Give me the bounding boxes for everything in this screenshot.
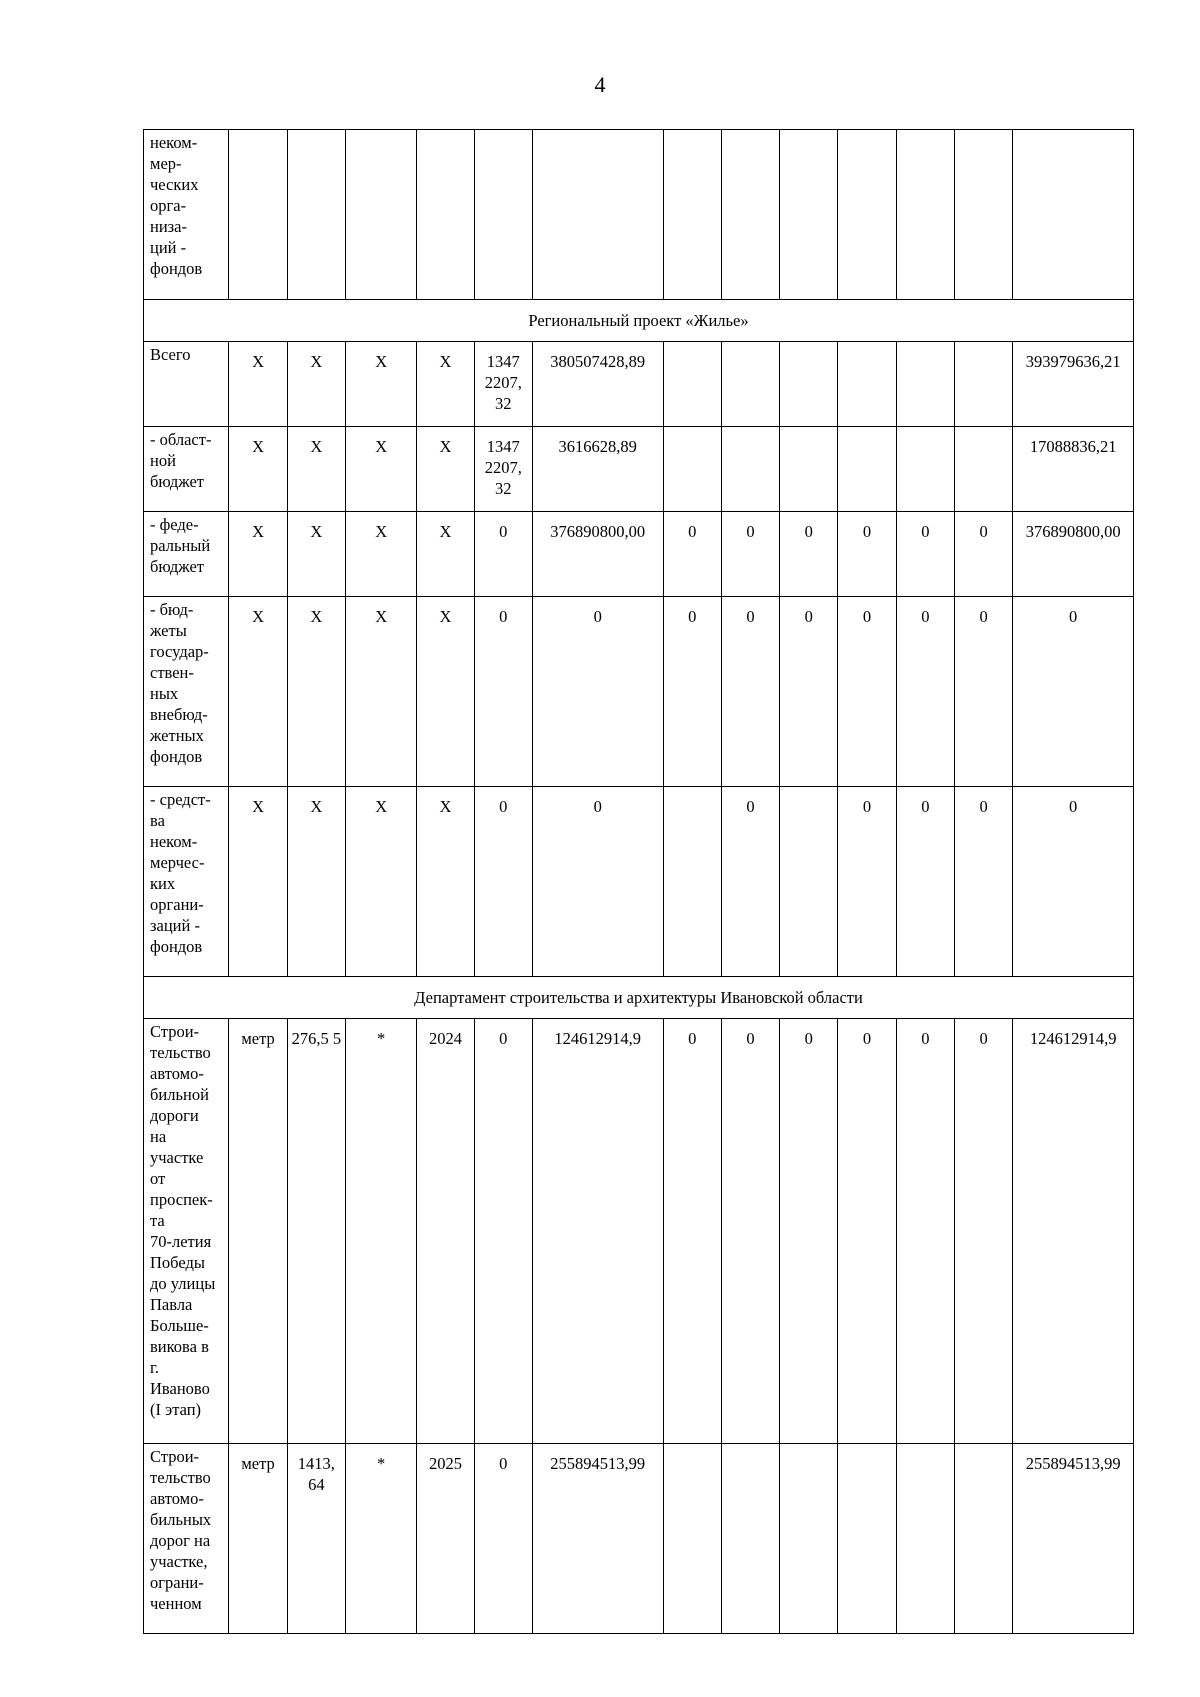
- table-row: [144, 597, 1134, 787]
- table-cell: [954, 1444, 1012, 1634]
- table-row: [144, 512, 1134, 597]
- table-row: [144, 427, 1134, 512]
- table-row: [144, 1444, 1134, 1634]
- table-cell: [721, 342, 779, 427]
- row-name-line: ций -: [150, 238, 187, 257]
- row-name-line: ных: [150, 684, 179, 703]
- table-cell: 0: [838, 1019, 896, 1444]
- row-name-line: государ-: [150, 642, 209, 661]
- row-name-line: - феде-: [150, 515, 199, 534]
- table-cell: 0: [954, 597, 1012, 787]
- section-row: [144, 977, 1134, 1019]
- table-cell: Х: [345, 342, 416, 427]
- table-cell: Х: [287, 342, 345, 427]
- row-name-line: ческих: [150, 175, 199, 194]
- row-name-line: бюджет: [150, 557, 204, 576]
- row-name-line: фондов: [150, 937, 203, 956]
- table-cell: [345, 130, 416, 300]
- table-cell: [780, 342, 838, 427]
- table-cell: *: [345, 1019, 416, 1444]
- table-cell: 276,5 5: [287, 1019, 345, 1444]
- table-cell: 0: [954, 1019, 1012, 1444]
- row-name-line: на: [150, 1127, 167, 1146]
- table-row: [144, 1019, 1134, 1444]
- table-row: [144, 787, 1134, 977]
- table-cell: [663, 130, 721, 300]
- row-name-line: ва: [150, 811, 165, 830]
- row-name-line: участке: [150, 1148, 204, 1167]
- table-cell: 0: [780, 597, 838, 787]
- row-name-cell: [144, 130, 229, 300]
- table-cell: [896, 130, 954, 300]
- row-name-line: тельство: [150, 1043, 211, 1062]
- table-cell: [1013, 130, 1134, 300]
- table-cell: [780, 427, 838, 512]
- row-name-line: Строи-: [150, 1022, 200, 1041]
- table-cell: Х: [417, 597, 474, 787]
- table-cell: 0: [663, 512, 721, 597]
- row-name-line: ограни-: [150, 1573, 204, 1592]
- table-cell: [780, 130, 838, 300]
- table-cell: *: [345, 1444, 416, 1634]
- table-cell: 2024: [417, 1019, 474, 1444]
- table-cell: [780, 1444, 838, 1634]
- table-cell: Х: [345, 597, 416, 787]
- table-cell: 0: [474, 787, 532, 977]
- table-cell: [838, 1444, 896, 1634]
- table-cell: 0: [721, 787, 779, 977]
- table-cell: 376890800,00: [1013, 512, 1134, 597]
- table-cell: метр: [229, 1444, 287, 1634]
- row-name-line: дороги: [150, 1106, 199, 1125]
- row-name-line: дорог на: [150, 1531, 211, 1550]
- row-name-cell: [144, 787, 229, 977]
- row-name-line: внебюд-: [150, 705, 208, 724]
- table-cell: [896, 427, 954, 512]
- table-cell: Х: [229, 597, 287, 787]
- table-cell: 0: [896, 512, 954, 597]
- table-cell: 1413, 64: [287, 1444, 345, 1634]
- table-cell: 0: [663, 597, 721, 787]
- table-cell: 0: [896, 1019, 954, 1444]
- table-cell: 0: [663, 1019, 721, 1444]
- table-cell: 3616628,89: [532, 427, 663, 512]
- row-name-line: неком-: [150, 832, 198, 851]
- table-cell: [838, 342, 896, 427]
- row-name-line: та: [150, 1211, 165, 1230]
- table-cell: Х: [417, 512, 474, 597]
- table-cell: [896, 342, 954, 427]
- row-name-line: ральный: [150, 536, 211, 555]
- table-cell: 2025: [417, 1444, 474, 1634]
- table-cell: [474, 130, 532, 300]
- table-cell: 0: [721, 597, 779, 787]
- section-title: Департамент строительства и архитектуры Ивановской области: [144, 977, 1134, 1019]
- row-name-cell: [144, 427, 229, 512]
- table-cell: [721, 1444, 779, 1634]
- table-cell: [663, 342, 721, 427]
- table-cell: 255894513,99: [1013, 1444, 1134, 1634]
- table-cell: 0: [896, 597, 954, 787]
- table-cell: 0: [474, 512, 532, 597]
- table-cell: 124612914,9: [1013, 1019, 1134, 1444]
- table-cell: 0: [721, 1019, 779, 1444]
- row-name-line: г.: [150, 1358, 160, 1377]
- table-cell: [838, 427, 896, 512]
- table-cell: [721, 130, 779, 300]
- table-cell: [663, 787, 721, 977]
- row-name-line: ченном: [150, 1594, 202, 1613]
- table-cell: 0: [838, 597, 896, 787]
- table-cell: Х: [287, 427, 345, 512]
- table-cell: Х: [287, 597, 345, 787]
- table-cell: 376890800,00: [532, 512, 663, 597]
- row-name-line: органи-: [150, 895, 204, 914]
- table-cell: Х: [345, 787, 416, 977]
- table-cell: [287, 130, 345, 300]
- section-row: [144, 300, 1134, 342]
- row-name-line: (I этап): [150, 1400, 202, 1419]
- row-name-cell: [144, 512, 229, 597]
- table-cell: 1347 2207, 32: [474, 342, 532, 427]
- row-name-line: фондов: [150, 259, 203, 278]
- table-cell: 255894513,99: [532, 1444, 663, 1634]
- row-name-cell: [144, 597, 229, 787]
- table-cell: 0: [954, 512, 1012, 597]
- table-cell: [721, 427, 779, 512]
- table-cell: 380507428,89: [532, 342, 663, 427]
- row-name-line: жеты: [150, 621, 187, 640]
- row-name-line: проспек-: [150, 1190, 213, 1209]
- table-cell: [780, 787, 838, 977]
- row-name-line: орга-: [150, 196, 187, 215]
- row-name-line: бюджет: [150, 472, 204, 491]
- row-name-line: фондов: [150, 747, 203, 766]
- row-name-line: бильных: [150, 1510, 212, 1529]
- table-cell: 0: [954, 787, 1012, 977]
- row-name-line: Иваново: [150, 1379, 210, 1398]
- row-name-line: заций -: [150, 916, 200, 935]
- table-cell: Х: [345, 512, 416, 597]
- table-cell: Х: [229, 342, 287, 427]
- row-name-cell: [144, 1444, 229, 1634]
- table-cell: Х: [417, 342, 474, 427]
- table-cell: Х: [229, 787, 287, 977]
- row-name-line: низа-: [150, 217, 187, 236]
- table-cell: 0: [896, 787, 954, 977]
- table-cell: [954, 342, 1012, 427]
- page-number: 4: [594, 72, 606, 97]
- row-name-cell: [144, 342, 229, 427]
- table-cell: [954, 130, 1012, 300]
- table-cell: Х: [287, 787, 345, 977]
- table-cell: 17088836,21: [1013, 427, 1134, 512]
- table-cell: 0: [780, 512, 838, 597]
- table-cell: 0: [474, 1444, 532, 1634]
- row-name-line: Павла: [150, 1295, 193, 1314]
- section-title: Региональный проект «Жилье»: [144, 300, 1134, 342]
- row-name-line: Больше-: [150, 1316, 209, 1335]
- table-cell: 124612914,9: [532, 1019, 663, 1444]
- row-name-line: Победы: [150, 1253, 205, 1272]
- row-name-line: викова в: [150, 1337, 209, 1356]
- row-name-line: жетных: [150, 726, 204, 745]
- table-cell: 1347 2207, 32: [474, 427, 532, 512]
- row-name-line: - бюд-: [150, 600, 194, 619]
- table-cell: 0: [838, 512, 896, 597]
- table-cell: Х: [417, 787, 474, 977]
- table-cell: [663, 1444, 721, 1634]
- row-name-line: автомо-: [150, 1489, 204, 1508]
- table-cell: 0: [474, 597, 532, 787]
- table-cell: 0: [474, 1019, 532, 1444]
- table-cell: Х: [345, 427, 416, 512]
- table-cell: 0: [1013, 787, 1134, 977]
- row-name-line: Строи-: [150, 1447, 200, 1466]
- table-cell: 393979636,21: [1013, 342, 1134, 427]
- table-cell: 0: [1013, 597, 1134, 787]
- row-name-line: ной: [150, 451, 176, 470]
- row-name-line: мерчес-: [150, 853, 205, 872]
- table-row: [144, 342, 1134, 427]
- row-name-cell: [144, 1019, 229, 1444]
- row-name-line: бильной: [150, 1085, 209, 1104]
- table-cell: метр: [229, 1019, 287, 1444]
- row-name-line: автомо-: [150, 1064, 204, 1083]
- budget-table: [143, 129, 1134, 1634]
- row-name-line: - средст-: [150, 790, 211, 809]
- table-cell: 0: [532, 597, 663, 787]
- row-name-line: участке,: [150, 1552, 208, 1571]
- row-name-line: до улицы: [150, 1274, 216, 1293]
- table-cell: Х: [417, 427, 474, 512]
- table-cell: [229, 130, 287, 300]
- table-cell: [663, 427, 721, 512]
- row-name-line: Всего: [150, 345, 191, 364]
- table-cell: [896, 1444, 954, 1634]
- table-cell: [838, 130, 896, 300]
- table-cell: 0: [838, 787, 896, 977]
- table-cell: 0: [532, 787, 663, 977]
- table-cell: Х: [287, 512, 345, 597]
- row-name-line: от: [150, 1169, 166, 1188]
- table-cell: Х: [229, 512, 287, 597]
- row-name-line: ствен-: [150, 663, 194, 682]
- row-name-line: неком-: [150, 133, 198, 152]
- row-name-line: тельство: [150, 1468, 211, 1487]
- row-name-line: 70-летия: [150, 1232, 212, 1251]
- table-cell: Х: [229, 427, 287, 512]
- row-name-line: мер-: [150, 154, 182, 173]
- table-cell: [954, 427, 1012, 512]
- table-cell: [417, 130, 474, 300]
- table-cell: [532, 130, 663, 300]
- row-name-line: - област-: [150, 430, 212, 449]
- table-row: [144, 130, 1134, 300]
- row-name-line: ких: [150, 874, 176, 893]
- table-cell: 0: [721, 512, 779, 597]
- table-cell: 0: [780, 1019, 838, 1444]
